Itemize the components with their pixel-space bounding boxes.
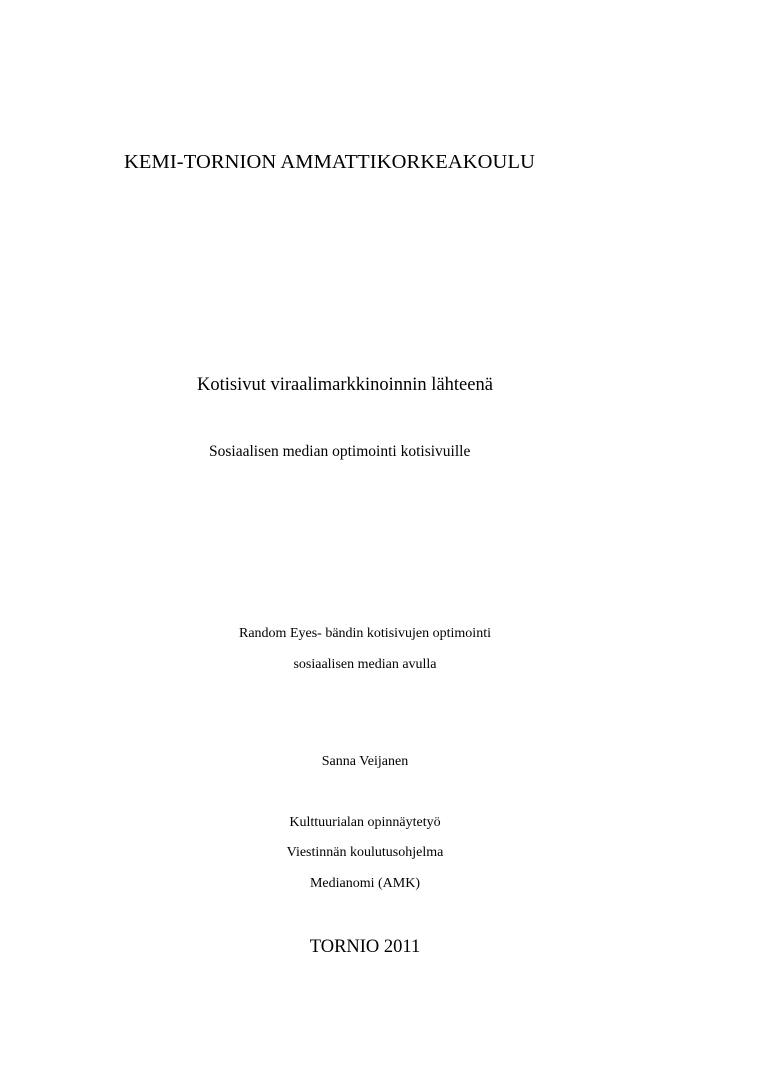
author-name: Sanna Veijanen [321, 754, 409, 769]
thesis-subtitle: Sosiaalisen median optimointi kotisivuille [209, 443, 471, 460]
institution-name: KEMI-TORNION AMMATTIKORKEAKOULU [124, 151, 535, 173]
thesis-title: Kotisivut viraalimarkkinoinnin lähteenä [197, 375, 493, 395]
place-and-year: TORNIO 2011 [309, 937, 421, 957]
degree-title: Medianomi (AMK) [309, 876, 421, 891]
topic-line-1: Random Eyes- bändin kotisivujen optimointi [239, 626, 491, 641]
degree-programme: Viestinnän koulutusohjelma [286, 845, 444, 860]
thesis-type: Kulttuurialan opinnäytetyö [289, 815, 441, 830]
topic-line-2: sosiaalisen median avulla [293, 657, 437, 672]
